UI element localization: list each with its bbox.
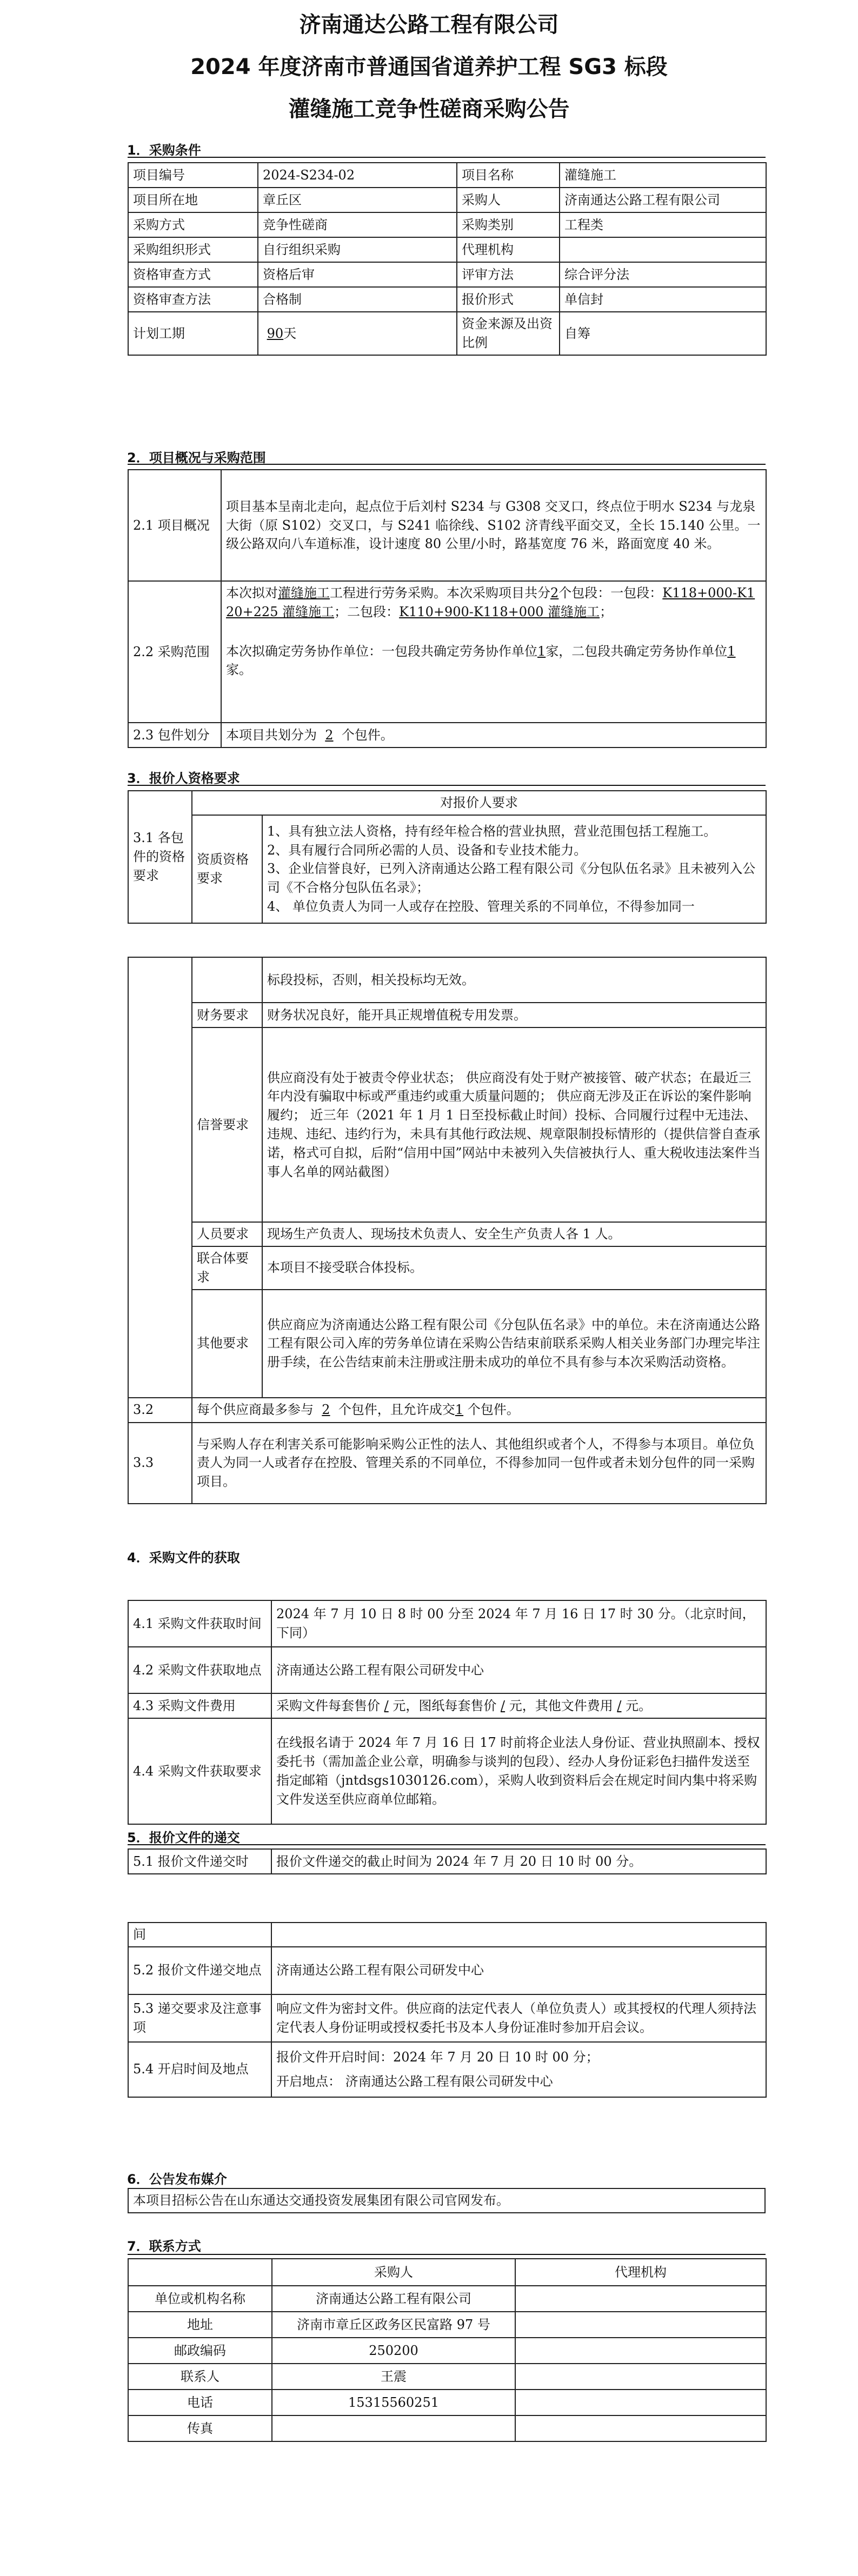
table-row [128,2415,766,2441]
table-row [128,212,766,237]
cell-value: 济南市章丘区政务区民富路 97 号 [272,2312,515,2338]
table-row [128,2312,766,2338]
cell-key: 5.4 开启时间及地点 [128,2042,271,2097]
cell-key: 5.3 递交要求及注意事项 [128,1994,271,2042]
table-row [128,1423,766,1504]
qualification-list: 1、具有独立法人资格，持有经年检合格的营业执照，营业范围包括工程施工。 2、具有履行合同所必需的人员、设备和专业技术能力。 3、企业信誉良好，已列入济南通达公路工程有限公司《分包队伍名录》且未被列入公司《不合格分包队伍名录》； 4、 单位负责人为同一人或存在控股、管理关系的不同单位，不得参加同一 [262,815,766,923]
document-acquisition-table [128,1600,767,1825]
cell-key: 采购组织形式 [128,237,258,262]
cell-key: 传真 [128,2415,272,2441]
cell-key: 间 [128,1923,271,1947]
qualification-table-part1 [128,790,767,924]
table-row [128,470,766,581]
cell-value: 响应文件为密封文件。供应商的法定代表人（单位负责人）或其授权的代理人须持法定代表人身份证明或授权委托书及本人身份证准时参加开启会议。 [271,1994,766,2042]
section-1-rule [128,157,766,158]
cell-key: 财务要求 [192,1003,262,1027]
cell-value: 灌缝施工 [560,163,766,188]
media-table [128,2188,766,2213]
table-row [128,1027,766,1222]
table-row [128,262,766,287]
cell-value [560,237,766,262]
cell-value: 15315560251 [272,2390,515,2415]
table-row [128,312,766,355]
continued-text: 标段投标，否则，相关投标均无效。 [262,957,766,1003]
cell-key: 电话 [128,2390,272,2415]
table-row [128,1398,766,1423]
table-row [128,2390,766,2415]
project-overview-table [128,469,767,748]
cell-key: 资金来源及出资比例 [457,312,560,355]
table-row [128,957,766,1003]
cell-value: 2024 年 7 月 10 日 8 时 00 分至 2024 年 7 月 16 日 17 时 30 分。（北京时间，下同） [271,1600,766,1647]
media-text: 本项目招标公告在山东通达交通投资发展集团有限公司官网发布。 [128,2188,765,2213]
requirement-header: 对报价人要求 [192,791,766,815]
section-5-rule [128,1844,766,1845]
cell-key: 报价形式 [457,287,560,312]
table-row [128,188,766,212]
table-row [128,1600,766,1647]
section-2-rule [128,464,766,465]
cell-value: 资格后审 [258,262,457,287]
cell-key: 项目所在地 [128,188,258,212]
table-row [128,1647,766,1693]
cell-value: 济南通达公路工程有限公司 [272,2286,515,2312]
cell-key: 代理机构 [457,237,560,262]
cell-key: 3.2 [128,1398,192,1423]
cell-value: 在线报名请于 2024 年 7 月 16 日 17 时前将企业法人身份证、营业执照副本、授权委托书（需加盖企业公章，明确参与谈判的包段）、经办人身份证彩色扫描件发送至指定邮箱（jntdsgs1030126.com），采购人收到资料后会在规定时间内集中将采购文件发送至供应商单位邮箱。 [271,1718,766,1824]
duration-unit: 天 [283,325,297,341]
cell-value: 供应商没有处于被责令停业状态； 供应商没有处于财产被接管、破产状态；在最近三年内没有骗取中标或严重违约或重大质量问题的； 供应商无涉及正在诉讼的案件影响履约； 近三年（2021 年 1 月 1 日至投标截止时间）投标、合同履行过程中无违法、违规、违纪、违约行为，未具有其他行政法规、规章限制投标情形的（提供信誉自查承诺，格式可自拟，后附“信用中国”网站中未被列入失信被执行人、重大税收违法案件当事人名单的网站截图） [262,1027,766,1222]
project-title: 2024 年度济南市普通国省道养护工程 SG3 标段 [190,55,668,79]
table-row [128,287,766,312]
agency-header: 代理机构 [515,2259,766,2286]
cell-value: 现场生产负责人、现场技术负责人、安全生产负责人各 1 人。 [262,1222,766,1246]
cell-value: 合格制 [258,287,457,312]
cell-key: 3.3 [128,1423,192,1504]
cell-key: 评审方法 [457,262,560,287]
cell-value: 2024-S234-02 [258,163,457,188]
cell-key: 单位或机构名称 [128,2286,272,2312]
cell-key: 信誉要求 [192,1027,262,1222]
section-4-heading: 4．采购文件的获取 [127,1550,240,1565]
section-5-heading: 5．报价文件的递交 [127,1830,240,1845]
company-title: 济南通达公路工程有限公司 [299,12,559,37]
table-row [128,723,766,748]
table-row [128,1290,766,1398]
cell-value: 单信封 [560,287,766,312]
cell-value: 财务状况良好，能开具正规增值税专用发票。 [262,1003,766,1027]
package-text: 本项目共划分为 2 个包件。 [221,723,766,748]
table-row [128,581,766,723]
cell-value: 工程类 [560,212,766,237]
cell-key: 3.1 各包件的资格要求 [128,791,192,923]
cell-value: 供应商应为济南通达公路工程有限公司《分包队伍名录》中的单位。未在济南通达公路工程有限公司入库的劳务单位请在采购公告结束前联系采购人相关业务部门办理完毕注册手续，在公告结束前未注册或注册未成功的单位不具有参与本次采购活动资格。 [262,1290,766,1398]
cell-key: 人员要求 [192,1222,262,1246]
cell-value: 自筹 [560,312,766,355]
table-row [128,791,766,815]
cell-key: 联系人 [128,2364,272,2390]
table-row [128,2259,766,2286]
cell-key: 采购类别 [457,212,560,237]
cell-key: 4.2 采购文件获取地点 [128,1647,271,1693]
cell-value: 报价文件开启时间：2024 年 7 月 20 日 10 时 00 分； 开启地点： 济南通达公路工程有限公司研发中心 [271,2042,766,2097]
table-row [128,1849,766,1874]
cell-value: 综合评分法 [560,262,766,287]
cell-key: 5.1 报价文件递交时 [128,1849,271,1874]
qualification-table-part2 [128,957,767,1504]
submission-table-part2 [128,1922,767,2098]
scope-text: 本次拟对灌缝施工工程进行劳务采购。本次采购项目共分2个包段：一包段：K118+000-K120+225 灌缝施工；二包段：K110+900-K118+000 灌缝施工； 本次拟确定劳务协作单位：一包段共确定劳务协作单位1家，二包段共确定劳务协作单位1家。 [221,581,766,723]
cell-value [515,2312,766,2338]
table-row [128,2364,766,2390]
procurement-conditions-table [128,162,767,356]
table-row [128,2338,766,2364]
cell-key: 采购方式 [128,212,258,237]
cell-key: 其他要求 [192,1290,262,1398]
cell-value: 自行组织采购 [258,237,457,262]
section-7-rule [128,2254,766,2255]
cell-key: 4.1 采购文件获取时间 [128,1600,271,1647]
cell-value: 采购文件每套售价 / 元，图纸每套售价 / 元，其他文件费用 / 元。 [271,1693,766,1718]
cell-value: 济南通达公路工程有限公司 [560,188,766,212]
table-row [128,2188,765,2213]
section-6-heading: 6．公告发布媒介 [127,2172,227,2187]
table-row [128,2286,766,2312]
cell-value [515,2364,766,2390]
cell-value: 济南通达公路工程有限公司研发中心 [271,1947,766,1994]
cell-key: 4.4 采购文件获取要求 [128,1718,271,1824]
cell-key: 2.2 采购范围 [128,581,221,723]
cell-value: 王震 [272,2364,515,2390]
cell-value: 与采购人存在利害关系可能影响采购公正性的法人、其他组织或者个人，不得参与本项目。单位负责人为同一人或者存在控股、管理关系的不同单位，不得参加同一包件或者未划分包件的同一采购项目。 [192,1423,766,1504]
cell-value: 章丘区 [258,188,457,212]
cell-value: 每个供应商最多参与 2 个包件，且允许成交1 个包件。 [192,1398,766,1423]
cell-value [258,312,457,355]
cell-key: 2.3 包件划分 [128,723,221,748]
cell-key: 4.3 采购文件费用 [128,1693,271,1718]
contact-table [128,2258,767,2442]
table-row [128,2042,766,2097]
table-row [128,1693,766,1718]
cell-key: 邮政编码 [128,2338,272,2364]
cell-value [515,2415,766,2441]
cell-value [515,2338,766,2364]
cell-key: 计划工期 [128,312,258,355]
table-row [128,815,766,923]
cell-key: 联合体要求 [192,1246,262,1290]
cell-key: 项目名称 [457,163,560,188]
section-1-heading: 1．采购条件 [127,143,201,158]
cell-value: 竞争性磋商 [258,212,457,237]
cell-key: 资格审查方式 [128,262,258,287]
cell-key: 2.1 项目概况 [128,470,221,581]
cell-value [515,2390,766,2415]
cell-key: 资质资格要求 [192,815,262,923]
section-3-rule [128,785,766,786]
duration-value: 90 [267,325,284,341]
cell-value: 报价文件递交的截止时间为 2024 年 7 月 20 日 10 时 00 分。 [271,1849,766,1874]
table-row [128,1947,766,1994]
table-row [128,1003,766,1027]
section-7-heading: 7．联系方式 [127,2239,201,2254]
cell-key: 地址 [128,2312,272,2338]
table-row [128,1923,766,1947]
table-row [128,237,766,262]
cell-value [515,2286,766,2312]
overview-text: 项目基本呈南北走向，起点位于后刘村 S234 与 G308 交叉口，终点位于明水 S234 与龙泉大街（原 S102）交叉口，与 S241 临徐线、S102 济青线平面交叉，全长 15.140 公里。一级公路双向八车道标准，设计速度 80 公里/小时，路基宽度 76 米，路面宽度 40 米。 [221,470,766,581]
cell-value [272,2415,515,2441]
cell-key: 5.2 报价文件递交地点 [128,1947,271,1994]
cell-value: 250200 [272,2338,515,2364]
table-row [128,163,766,188]
section-3-heading: 3．报价人资格要求 [127,771,240,786]
table-row [128,1246,766,1290]
table-row [128,1222,766,1246]
cell-value: 本项目不接受联合体投标。 [262,1246,766,1290]
cell-value: 济南通达公路工程有限公司研发中心 [271,1647,766,1693]
cell-key: 项目编号 [128,163,258,188]
notice-title: 灌缝施工竞争性磋商采购公告 [288,97,570,122]
purchaser-header: 采购人 [272,2259,515,2286]
table-row [128,1718,766,1824]
submission-table-part1 [128,1848,767,1874]
cell-key: 资格审查方法 [128,287,258,312]
cell-key: 采购人 [457,188,560,212]
table-row [128,1994,766,2042]
section-2-heading: 2．项目概况与采购范围 [127,450,266,465]
